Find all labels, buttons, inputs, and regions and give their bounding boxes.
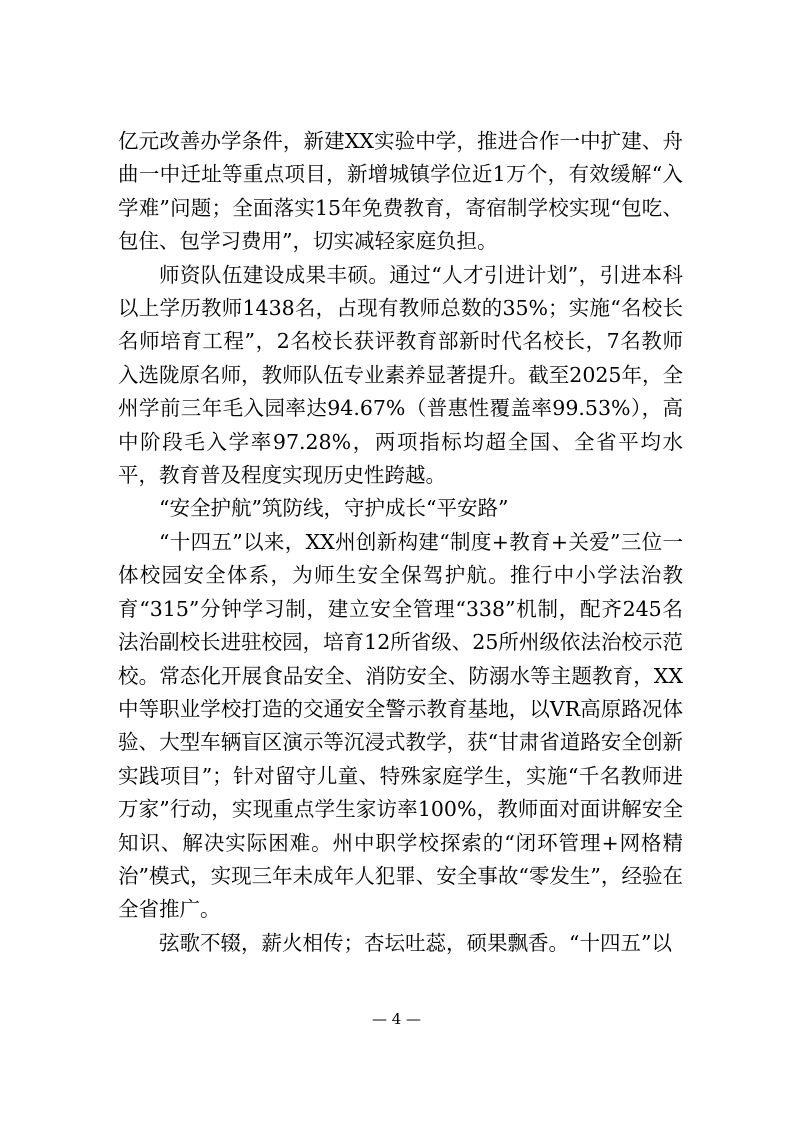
section-heading-safety: “安全护航”筑防线，守护成长“平安路”	[159, 496, 509, 521]
paragraph-school-expansion: 亿元改善办学条件，新建XX实验中学，推进合作一中扩建、舟曲一中迁址等重点项目，新增城镇学位近1万个，有效缓解“入学难”问题；全面落实15年免费教育，寄宿制学校实现“包吃、包住、包学习费用”，切实减轻家庭负担。	[118, 129, 683, 254]
paragraph-teacher-team: 师资队伍建设成果丰硕。通过“人才引进计划”，引进本科以上学历教师1438名，占现有教师总数的35%；实施“名校长名师培育工程”，2名校长获评教育部新时代名校长，7名教师入选陇原名师，教师队伍专业素养显著提升。截至2025年，全州学前三年毛入园率达94.67%（普惠性覆盖率99.53%），高中阶段毛入学率97.28%，两项指标均超全国、全省平均水平，教育普及程度实现历史性跨越。	[118, 262, 683, 488]
paragraph-closing: 弦歌不辍，薪火相传；杏坛吐蕊，硕果飘香。“十四五”以	[159, 930, 672, 955]
paragraph-campus-safety: “十四五”以来，XX州创新构建“制度+教育+关爱”三位一体校园安全体系，为师生安全保驾护航。推行中小学法治教育“315”分钟学习制，建立安全管理“338”机制，配齐245名法治副校长进驻校园，培育12所省级、25所州级依法治校示范校。常态化开展食品安全、消防安全、防溺水等主题教育，XX中等职业学校打造的交通安全警示教育基地，以VR高原路况体验、大型车辆盲区演示等沉浸式教学，获“甘肃省道路安全创新实践项目”；针对留守儿童、特殊家庭学生，实施“千名教师进万家”行动，实现重点学生家访率100%，教师面对面讲解安全知识、解决实际困难。州中职学校探索的“闭环管理+网格精治”模式，实现三年未成年人犯罪、安全事故“零发生”，经验在全省推广。	[118, 529, 683, 922]
body-text	[118, 125, 683, 960]
page-number: — 4 —	[371, 1010, 422, 1028]
